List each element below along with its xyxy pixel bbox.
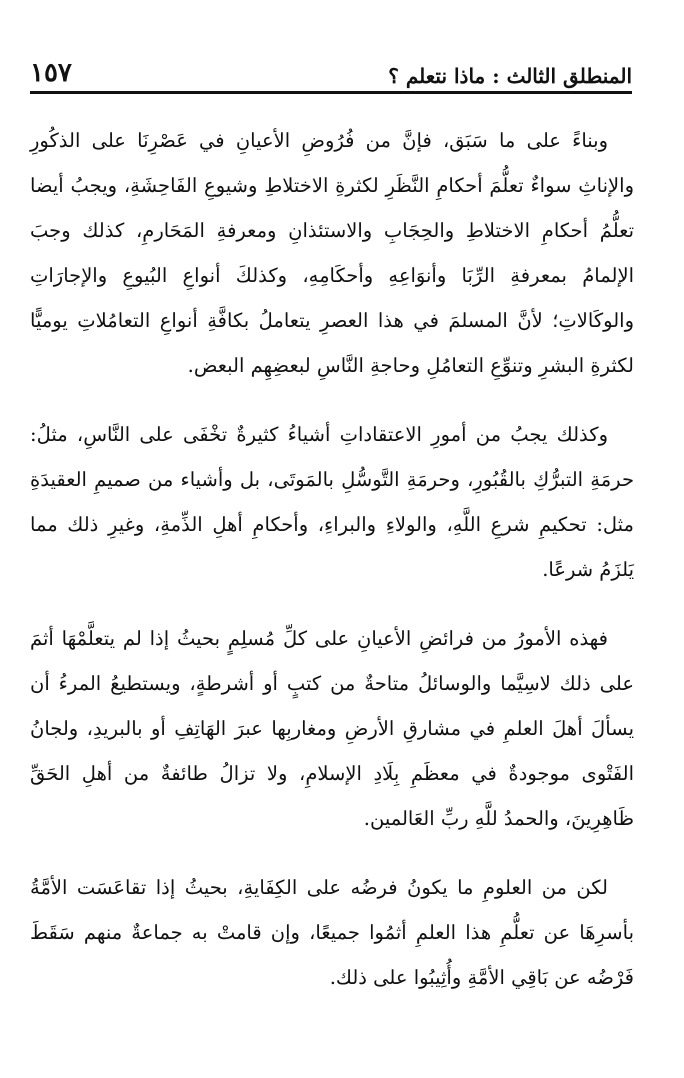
paragraph-2: وكذلك يجبُ من أمورِ الاعتقاداتِ أشياءُ كثيرةٌ تخْفَى على النَّاسِ، مثلُ: حرمَةِ التبرُّكِ بالقُبُورِ، وحرمَةِ التَّوسُّلِ بالمَوتَى، بل وأشياء من صميمِ العقيدَةِ مثل: تحكيمِ شرعِ اللَّهِ، والولاءِ والبراءِ، وأحكامِ أهلِ الذِّمةِ، وغيرِ ذلك مما يَلزَمُ شرعًا. — [30, 423, 634, 581]
paragraph-1: وبناءً على ما سَبَق، فإنَّ من فُرُوضِ الأعيانِ في عَصْرِنَا على الذكُورِ والإناثِ سواءٌ تعلُّمَ أحكامِ النَّظَرِ لكثرةِ الاختلاطِ وشيوعِ الفَاحِشَةِ، ويجبُ أيضا تعلُّمُ أحكامِ الاختلاطِ والحِجَابِ والاستئذانِ ومعرفةِ المَحَارمِ، كذلك وجبَ الإلمامُ بمعرفةِ الرِّبَا وأنوَاعِهِ وأحكَامِهِ، وكذلكَ أنواعِ البُيوعِ والإجارَاتِ والوكَالاتِ؛ لأنَّ المسلمَ في هذا العصرِ يتعاملُ بكافَّةِ أنواعِ التعامُلاتِ يوميًّا لكثرةِ البشرِ وتنوِّعِ التعامُلِ وحاجةِ النَّاسِ لبعضِهِم البعض. — [30, 129, 634, 377]
paragraph-4: لكن من العلومِ ما يكونُ فرضُه على الكِفَايةِ، بحيثُ إذا تقاعَسَت الأمَّةُ بأسرِهَا عن تعلُّمِ هذا العلمِ أثمُوا جميعًا، وإن قامتْ به جماعةٌ منهم سَقَطَ فَرْضُه عن بَاقِي الأمَّةِ وأُثِيبُوا على ذلك. — [30, 876, 634, 989]
paragraph-3: فهذه الأمورُ من فرائضِ الأعيانِ على كلِّ مُسلِمٍ بحيثُ إذا لم يتعلَّمْهَا أثمَ على ذلك لاسِيَّما والوسائلُ متاحةٌ من كتبٍ أو أشرطةٍ، ويستطيعُ المرءُ أن يسألَ أهلَ العلمِ في مشارقِ الأرضِ ومغاربِها عبرَ الهَاتِفِ أو بالبريدِ، ولجانُ الفَتْوى موجودةٌ في معظَمِ بِلَادِ الإسلامِ، ولا تزالُ طائفةٌ من أهلِ الحَقِّ ظَاهِرِينَ، والحمدُ للَّهِ ربِّ العَالمين. — [30, 627, 634, 830]
body-text — [30, 118, 634, 1024]
header-rule — [30, 91, 632, 94]
running-title: المنطلق الثالث : ماذا نتعلم ؟ — [388, 64, 632, 88]
page-number: ١٥٧ — [30, 58, 72, 88]
page-header — [30, 48, 632, 88]
